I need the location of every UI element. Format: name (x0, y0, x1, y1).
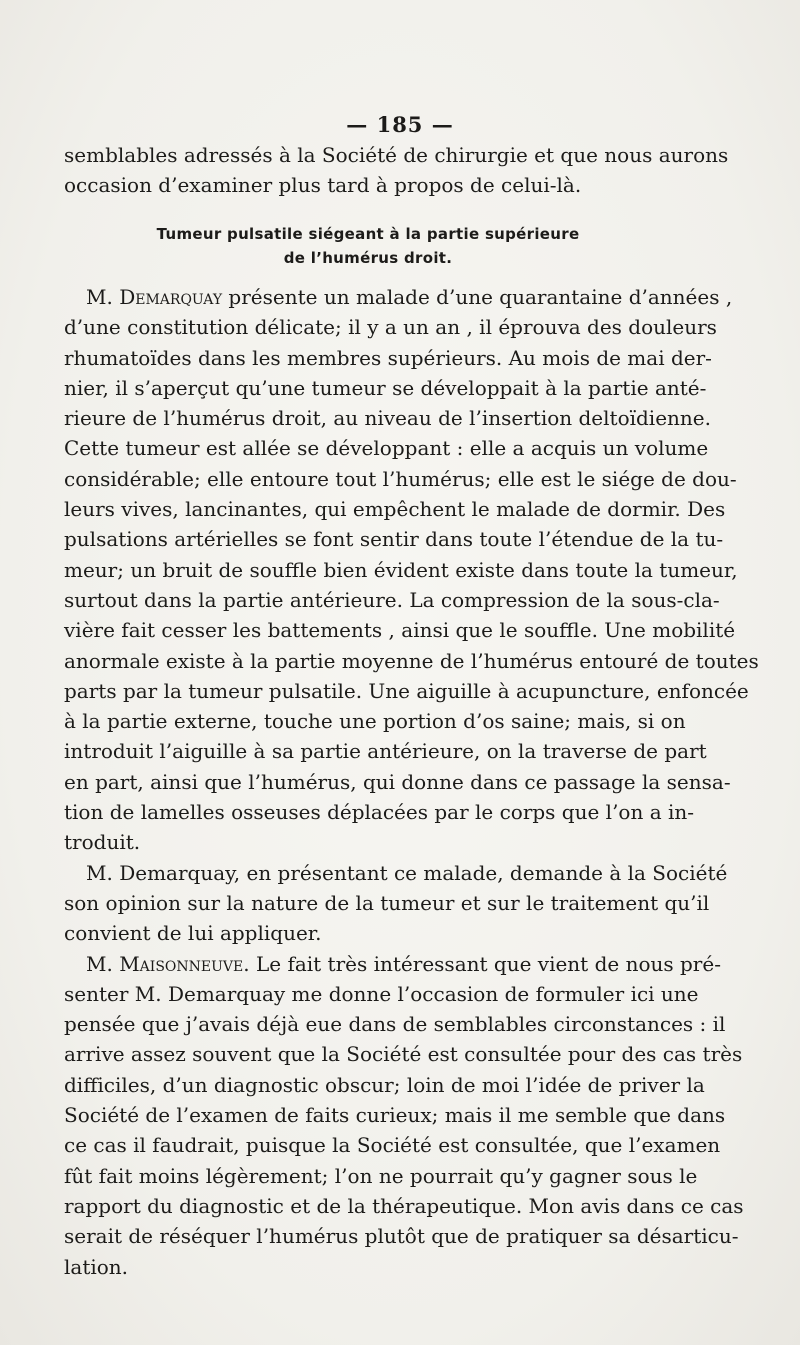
text-line: arrive assez souvent que la Société est consultée pour des cas très (64, 1042, 743, 1067)
text-line: anormale existe à la partie moyenne de l’humérus entouré de toutes (64, 648, 759, 673)
section-heading (64, 222, 672, 270)
text-fragment: M. (86, 285, 120, 309)
text-line (64, 282, 733, 312)
text-line: à la partie externe, touche une portion d’os saine; mais, si on (64, 709, 686, 734)
text-line: d’une constitution délicate; il y a un an , il éprouva des douleurs (64, 315, 717, 340)
text-line: difficiles, d’un diagnostic obscur; loin de moi l’idée de priver la (64, 1072, 705, 1097)
speaker-name: Maisonneuve. (119, 951, 250, 976)
text-line: serait de réséquer l’humérus plutôt que de pratiquer sa désarticu- (64, 1224, 739, 1249)
text-line: tion de lamelles osseuses déplacées par le corps que l’on a in- (64, 800, 695, 825)
text-line: semblables adressés à la Société de chirurgie et que nous aurons (64, 143, 729, 167)
text-line (64, 949, 721, 979)
paragraph-demarquay (64, 282, 759, 1282)
text-line: vière fait cesser les battements , ainsi que le souffle. Une mobilité (64, 618, 736, 643)
text-line: en part, ainsi que l’humérus, qui donne dans ce passage la sensa- (64, 769, 731, 794)
text-line: rapport du diagnostic et de la thérapeutique. Mon avis dans ce cas (64, 1193, 744, 1218)
text-line: leurs vives, lancinantes, qui empêchent le malade de dormir. Des (64, 497, 726, 522)
text-line: pulsations artérielles se font sentir dans toute l’étendue de la tu- (64, 527, 724, 552)
text-line: Société de l’examen de faits curieux; mais il me semble que dans (64, 1103, 726, 1128)
page-number: — 185 — (346, 112, 454, 137)
text-line: senter M. Demarquay me donne l’occasion de formuler ici une (64, 981, 699, 1006)
text-line: troduit. (64, 830, 141, 855)
text-line: fût fait moins légèrement; l’on ne pourrait qu’y gagner sous le (64, 1163, 698, 1188)
text-line: meur; un bruit de souffle bien évident existe dans toute la tumeur, (64, 557, 738, 582)
text-line: Cette tumeur est allée se développant : elle a acquis un volume (64, 436, 709, 461)
text-line: pensée que j’avais déjà eue dans de semblables circonstances : il (64, 1012, 726, 1037)
text-line: M. Demarquay, en présentant ce malade, demande à la Société (86, 860, 728, 885)
heading-line: de l’humérus droit. (283, 249, 453, 267)
text-line: son opinion sur la nature de la tumeur et sur le traitement qu’il (64, 890, 710, 915)
text-line: rhumatoïdes dans les membres supérieurs. Au mois de mai der- (64, 345, 712, 370)
text-line: nier, il s’aperçut qu’une tumeur se développait à la partie anté- (64, 375, 707, 400)
text-line: lation. (64, 1254, 129, 1279)
text-line: considérable; elle entoure tout l’humérus; elle est le siége de dou- (64, 466, 737, 491)
intro-text (64, 140, 729, 201)
text-fragment: M. (86, 951, 120, 976)
text-line: introduit l’aiguille à sa partie antérieure, on la traverse de part (64, 739, 707, 764)
text-line: rieure de l’humérus droit, au niveau de l’insertion deltoïdienne. (64, 406, 711, 431)
text-fragment: Le fait très intéressant que vient de nous pré- (249, 951, 721, 976)
text-line: occasion d’examiner plus tard à propos de celui-là. (64, 173, 582, 198)
text-line: ce cas il faudrait, puisque la Société est consultée, que l’examen (64, 1133, 721, 1158)
text-line: surtout dans la partie antérieure. La compression de la sous-cla- (64, 587, 720, 612)
heading-line: Tumeur pulsatile siégeant à la partie supérieure (156, 225, 580, 243)
text-line: parts par la tumeur pulsatile. Une aiguille à acupuncture, enfoncée (64, 678, 749, 703)
text-line: convient de lui appliquer. (64, 921, 322, 946)
text-fragment: présente un malade d’une quarantaine d’années , (222, 285, 733, 309)
speaker-name: Demarquay (119, 285, 223, 309)
